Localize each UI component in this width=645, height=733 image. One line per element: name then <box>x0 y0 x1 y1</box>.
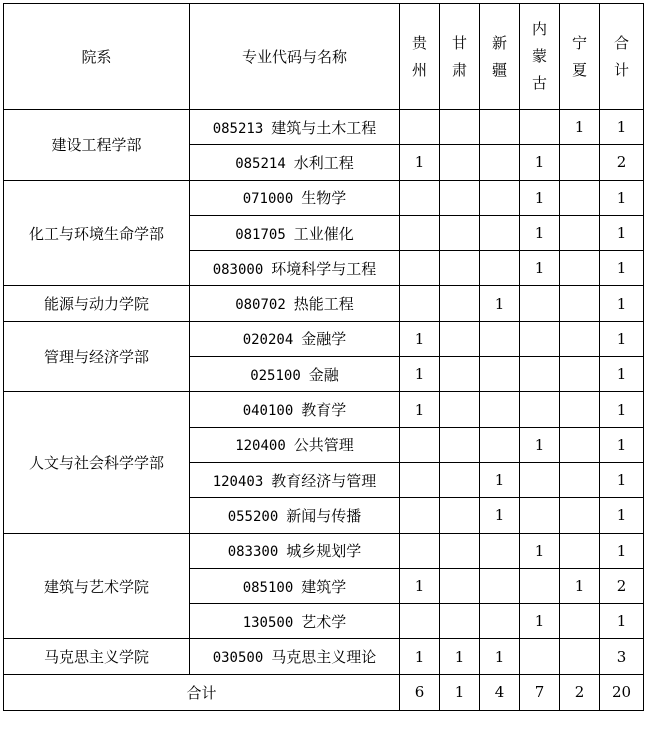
header-total: 合计 <box>600 4 644 110</box>
totals-cell: 4 <box>480 674 520 710</box>
dept-name-cell: 化工与环境生命学部 <box>4 180 190 286</box>
quota-cell: 1 <box>400 639 440 674</box>
major-code: 030500 <box>212 650 264 667</box>
quota-cell: 1 <box>480 462 520 497</box>
row-total-cell: 3 <box>600 639 644 674</box>
quota-cell <box>440 286 480 321</box>
table-row <box>4 533 644 568</box>
row-total-cell: 1 <box>600 110 644 145</box>
row-total-cell: 1 <box>600 533 644 568</box>
major-name: 教育学 <box>301 401 347 420</box>
quota-cell <box>440 251 480 286</box>
quota-cell <box>560 462 600 497</box>
quota-cell <box>440 533 480 568</box>
quota-cell <box>480 357 520 392</box>
quota-cell: 1 <box>400 357 440 392</box>
major-code: 130500 <box>242 614 294 631</box>
row-total-cell: 1 <box>600 604 644 639</box>
quota-cell <box>400 462 440 497</box>
quota-cell <box>400 533 440 568</box>
header-province: 新疆 <box>480 4 520 110</box>
major-code: 085100 <box>242 579 294 596</box>
quota-cell <box>480 321 520 356</box>
major-name: 热能工程 <box>293 295 354 314</box>
quota-cell <box>400 251 440 286</box>
quota-cell <box>520 286 560 321</box>
major-cell <box>190 321 400 356</box>
major-name: 生物学 <box>301 189 347 208</box>
quota-cell <box>560 145 600 180</box>
row-total-cell: 1 <box>600 498 644 533</box>
quota-cell: 1 <box>520 215 560 250</box>
major-code: 085213 <box>212 120 264 137</box>
header-province: 宁夏 <box>560 4 600 110</box>
header-province: 贵州 <box>400 4 440 110</box>
quota-cell: 1 <box>400 321 440 356</box>
quota-cell <box>560 357 600 392</box>
quota-cell <box>560 215 600 250</box>
major-cell <box>190 427 400 462</box>
row-total-cell: 2 <box>600 568 644 603</box>
dept-name-cell: 人文与社会科学学部 <box>4 392 190 533</box>
major-cell <box>190 533 400 568</box>
quota-cell <box>440 357 480 392</box>
row-total-cell: 2 <box>600 145 644 180</box>
dept-name-cell: 管理与经济学部 <box>4 321 190 392</box>
major-code: 025100 <box>250 367 301 384</box>
major-cell <box>190 215 400 250</box>
header-dept: 院系 <box>4 4 190 110</box>
quota-cell <box>440 392 480 427</box>
row-total-cell: 1 <box>600 215 644 250</box>
quota-cell <box>440 462 480 497</box>
quota-cell <box>440 145 480 180</box>
major-code: 081705 <box>235 226 286 243</box>
quota-cell <box>480 215 520 250</box>
quota-cell: 1 <box>520 533 560 568</box>
major-code: 120400 <box>235 438 286 455</box>
major-name: 工业催化 <box>293 224 354 243</box>
quota-cell: 1 <box>480 286 520 321</box>
quota-cell <box>520 568 560 603</box>
dept-name-cell: 能源与动力学院 <box>4 286 190 321</box>
major-code: 020204 <box>242 332 294 349</box>
dept-name-cell: 马克思主义学院 <box>4 639 190 674</box>
major-name: 建筑学 <box>301 577 347 596</box>
quota-cell <box>520 110 560 145</box>
totals-cell: 7 <box>520 674 560 710</box>
major-name: 公共管理 <box>293 436 354 455</box>
quota-cell <box>480 145 520 180</box>
quota-cell: 1 <box>520 145 560 180</box>
quota-cell <box>440 604 480 639</box>
quota-cell <box>560 498 600 533</box>
major-code: 055200 <box>227 508 279 525</box>
quota-cell <box>480 251 520 286</box>
major-cell <box>190 145 400 180</box>
major-cell <box>190 357 400 392</box>
major-cell <box>190 180 400 215</box>
quota-cell <box>400 498 440 533</box>
table-row <box>4 392 644 427</box>
major-name: 新闻与传播 <box>286 506 362 525</box>
quota-cell <box>480 427 520 462</box>
major-cell <box>190 604 400 639</box>
major-cell <box>190 568 400 603</box>
major-code: 120403 <box>212 473 264 490</box>
table-body <box>4 110 644 675</box>
major-cell <box>190 462 400 497</box>
quota-cell: 1 <box>400 392 440 427</box>
quota-cell <box>560 392 600 427</box>
quota-cell: 1 <box>440 639 480 674</box>
quota-cell <box>520 639 560 674</box>
quota-cell <box>440 321 480 356</box>
quota-table <box>3 3 644 711</box>
major-code: 083300 <box>227 544 279 561</box>
row-total-cell: 1 <box>600 357 644 392</box>
major-name: 艺术学 <box>301 612 347 631</box>
quota-cell: 1 <box>400 145 440 180</box>
dept-name-cell: 建筑与艺术学院 <box>4 533 190 639</box>
quota-cell <box>520 392 560 427</box>
major-code: 040100 <box>242 403 294 420</box>
quota-cell <box>400 427 440 462</box>
totals-cell: 2 <box>560 674 600 710</box>
quota-cell <box>480 180 520 215</box>
row-total-cell: 1 <box>600 462 644 497</box>
quota-cell <box>480 568 520 603</box>
major-name: 马克思主义理论 <box>271 648 377 667</box>
quota-cell <box>520 321 560 356</box>
major-cell <box>190 251 400 286</box>
quota-cell <box>400 286 440 321</box>
major-name: 金融 <box>308 365 339 384</box>
quota-cell: 1 <box>560 110 600 145</box>
quota-cell: 1 <box>520 427 560 462</box>
major-code: 085214 <box>235 155 286 172</box>
quota-cell <box>560 427 600 462</box>
table-row <box>4 180 644 215</box>
row-total-cell: 1 <box>600 427 644 462</box>
quota-cell <box>440 568 480 603</box>
quota-cell: 1 <box>520 251 560 286</box>
quota-cell <box>400 215 440 250</box>
table-row <box>4 321 644 356</box>
table-row <box>4 639 644 674</box>
quota-cell <box>440 180 480 215</box>
quota-cell <box>480 110 520 145</box>
major-name: 城乡规划学 <box>286 542 362 561</box>
quota-cell: 1 <box>520 180 560 215</box>
totals-cell: 1 <box>440 674 480 710</box>
quota-cell <box>440 498 480 533</box>
quota-cell <box>480 533 520 568</box>
quota-cell <box>560 251 600 286</box>
quota-cell <box>440 110 480 145</box>
dept-name-cell: 建设工程学部 <box>4 110 190 181</box>
quota-cell: 1 <box>520 604 560 639</box>
major-cell <box>190 110 400 145</box>
major-name: 水利工程 <box>293 153 354 172</box>
totals-label: 合计 <box>4 674 400 710</box>
major-name: 金融学 <box>301 330 347 349</box>
header-row <box>4 4 644 110</box>
header-province: 甘肃 <box>440 4 480 110</box>
quota-cell <box>400 180 440 215</box>
quota-cell <box>400 110 440 145</box>
quota-cell <box>400 604 440 639</box>
quota-cell <box>440 427 480 462</box>
header-major: 专业代码与名称 <box>190 4 400 110</box>
quota-cell <box>560 639 600 674</box>
header-province: 内蒙古 <box>520 4 560 110</box>
quota-cell <box>560 604 600 639</box>
quota-cell <box>520 357 560 392</box>
major-name: 建筑与土木工程 <box>271 118 377 137</box>
row-total-cell: 1 <box>600 286 644 321</box>
major-code: 080702 <box>235 297 286 314</box>
row-total-cell: 1 <box>600 321 644 356</box>
totals-grand-total: 20 <box>600 674 644 710</box>
major-cell <box>190 498 400 533</box>
quota-cell: 1 <box>560 568 600 603</box>
row-total-cell: 1 <box>600 180 644 215</box>
quota-cell <box>440 215 480 250</box>
quota-cell <box>560 533 600 568</box>
row-total-cell: 1 <box>600 392 644 427</box>
quota-cell <box>560 286 600 321</box>
quota-cell <box>480 392 520 427</box>
major-code: 071000 <box>242 191 294 208</box>
quota-cell <box>520 498 560 533</box>
major-code: 083000 <box>212 261 264 278</box>
quota-cell <box>480 604 520 639</box>
major-name: 环境科学与工程 <box>271 259 377 278</box>
quota-cell: 1 <box>400 568 440 603</box>
quota-cell <box>560 180 600 215</box>
quota-cell <box>560 321 600 356</box>
quota-cell: 1 <box>480 498 520 533</box>
row-total-cell: 1 <box>600 251 644 286</box>
major-cell <box>190 639 400 674</box>
major-name: 教育经济与管理 <box>271 471 377 490</box>
totals-row <box>4 674 644 710</box>
major-cell <box>190 286 400 321</box>
table-row <box>4 286 644 321</box>
quota-cell <box>520 462 560 497</box>
major-cell <box>190 392 400 427</box>
quota-cell: 1 <box>480 639 520 674</box>
totals-cell: 6 <box>400 674 440 710</box>
table-row <box>4 110 644 145</box>
